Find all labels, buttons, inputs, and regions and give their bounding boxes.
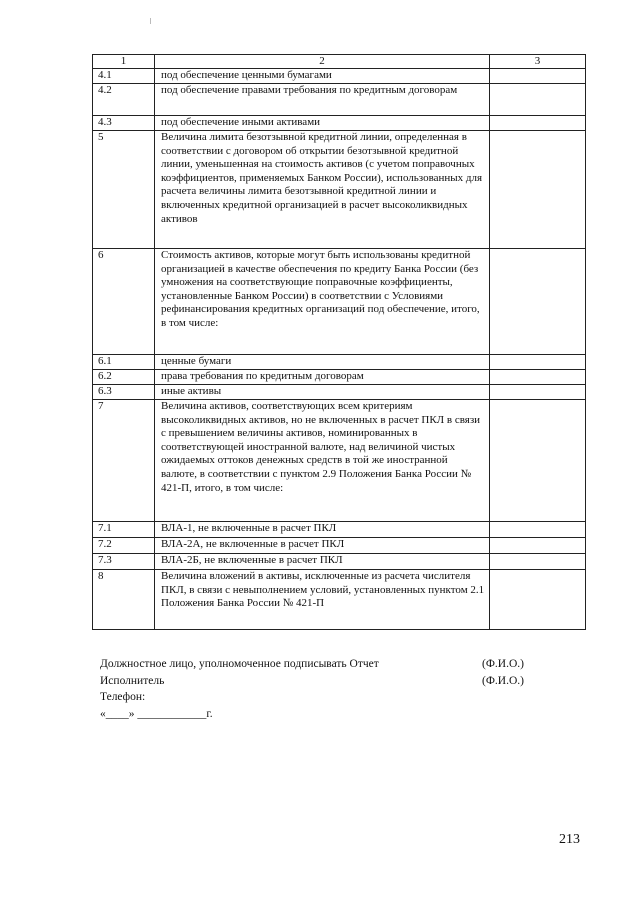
official-label: Должностное лицо, уполномоченное подписывать Отчет — [100, 658, 379, 670]
table-row — [93, 116, 586, 131]
row-value — [490, 249, 586, 355]
table-row — [93, 385, 586, 400]
header-cell-1: 1 — [93, 55, 155, 69]
executor-fio: (Ф.И.О.) — [482, 674, 524, 687]
row-number: 8 — [93, 570, 155, 630]
header-cell-2: 2 — [155, 55, 490, 69]
executor-label: Исполнитель — [100, 674, 165, 687]
row-number: 6.1 — [93, 355, 155, 370]
row-value — [490, 554, 586, 570]
table-row — [93, 355, 586, 370]
phone-label: Телефон: — [100, 691, 146, 703]
table-row — [93, 370, 586, 385]
row-number: 4.1 — [93, 69, 155, 84]
row-value — [490, 385, 586, 400]
row-text: иные активы — [155, 385, 490, 400]
row-value — [490, 355, 586, 370]
date-field: «____» ____________г. — [100, 707, 213, 720]
official-line — [100, 656, 540, 673]
row-text: ВЛА-1, не включенные в расчет ПКЛ — [155, 522, 490, 538]
header-cell-3: 3 — [490, 55, 586, 69]
table-row — [93, 522, 586, 538]
row-value — [490, 570, 586, 630]
executor-line — [100, 673, 540, 690]
row-number: 5 — [93, 131, 155, 249]
row-number: 6.3 — [93, 385, 155, 400]
signature-block — [100, 656, 540, 722]
row-number: 7.2 — [93, 538, 155, 554]
phone-line — [100, 689, 540, 706]
row-value — [490, 116, 586, 131]
row-text: под обеспечение иными активами — [155, 116, 490, 131]
row-text: Величина лимита безотзывной кредитной линии, определенная в соответствии с договором об открытии безотзывной кредитной линии, уменьшенная на стоимость активов (с учетом поправочных коэффициентов, применяемых Банком России), использованных для расчета величины лимита безотзывной кредитной линии и включенных кредитной организацией в расчет высоколиквидных активов — [155, 131, 490, 249]
row-number: 7.3 — [93, 554, 155, 570]
table-header-row — [93, 55, 586, 69]
row-text: Величина активов, соответствующих всем критериям высоколиквидных активов, но не включенных в расчет ПКЛ в связи с превышением величины активов, номинированных в соответствующей иностранной валюте, над величиной чистых ожидаемых оттоков денежных средств в той же иностранной валюте, в соответствии с пунктом 2.9 Положения Банка России № 421-П, итого, в том числе: — [155, 400, 490, 522]
row-text: права требования по кредитным договорам — [155, 370, 490, 385]
table-row — [93, 538, 586, 554]
table-row — [93, 554, 586, 570]
table-row — [93, 249, 586, 355]
row-value — [490, 538, 586, 554]
row-value — [490, 522, 586, 538]
row-text: Величина вложений в активы, исключенные из расчета числителя ПКЛ, в связи с невыполнением условий, установленных пунктом 2.1 Положения Банка России № 421-П — [155, 570, 490, 630]
row-text: ценные бумаги — [155, 355, 490, 370]
row-text: под обеспечение ценными бумагами — [155, 69, 490, 84]
row-text: Стоимость активов, которые могут быть использованы кредитной организацией в качестве обеспечения по кредиту Банка России (без умножения на соответствующие поправочные коэффициенты, установленные Банком России) в соответствии с Условиями рефинансирования кредитных организаций под обеспечение, итого, в том числе: — [155, 249, 490, 355]
scan-mark — [150, 18, 151, 24]
row-number: 6 — [93, 249, 155, 355]
row-text: ВЛА-2А, не включенные в расчет ПКЛ — [155, 538, 490, 554]
table-row — [93, 570, 586, 630]
table-row — [93, 400, 586, 522]
page-number: 213 — [559, 832, 580, 847]
row-number: 4.2 — [93, 84, 155, 116]
row-text: под обеспечение правами требования по кредитным договорам — [155, 84, 490, 116]
official-fio: (Ф.И.О.) — [482, 658, 524, 670]
table-row — [93, 84, 586, 116]
row-number: 4.3 — [93, 116, 155, 131]
row-text: ВЛА-2Б, не включенные в расчет ПКЛ — [155, 554, 490, 570]
table-row — [93, 131, 586, 249]
row-value — [490, 84, 586, 116]
row-number: 7 — [93, 400, 155, 522]
date-line — [100, 706, 540, 723]
row-number: 6.2 — [93, 370, 155, 385]
row-number: 7.1 — [93, 522, 155, 538]
row-value — [490, 69, 586, 84]
row-value — [490, 370, 586, 385]
row-value — [490, 131, 586, 249]
report-table — [92, 54, 586, 630]
table-row — [93, 69, 586, 84]
row-value — [490, 400, 586, 522]
